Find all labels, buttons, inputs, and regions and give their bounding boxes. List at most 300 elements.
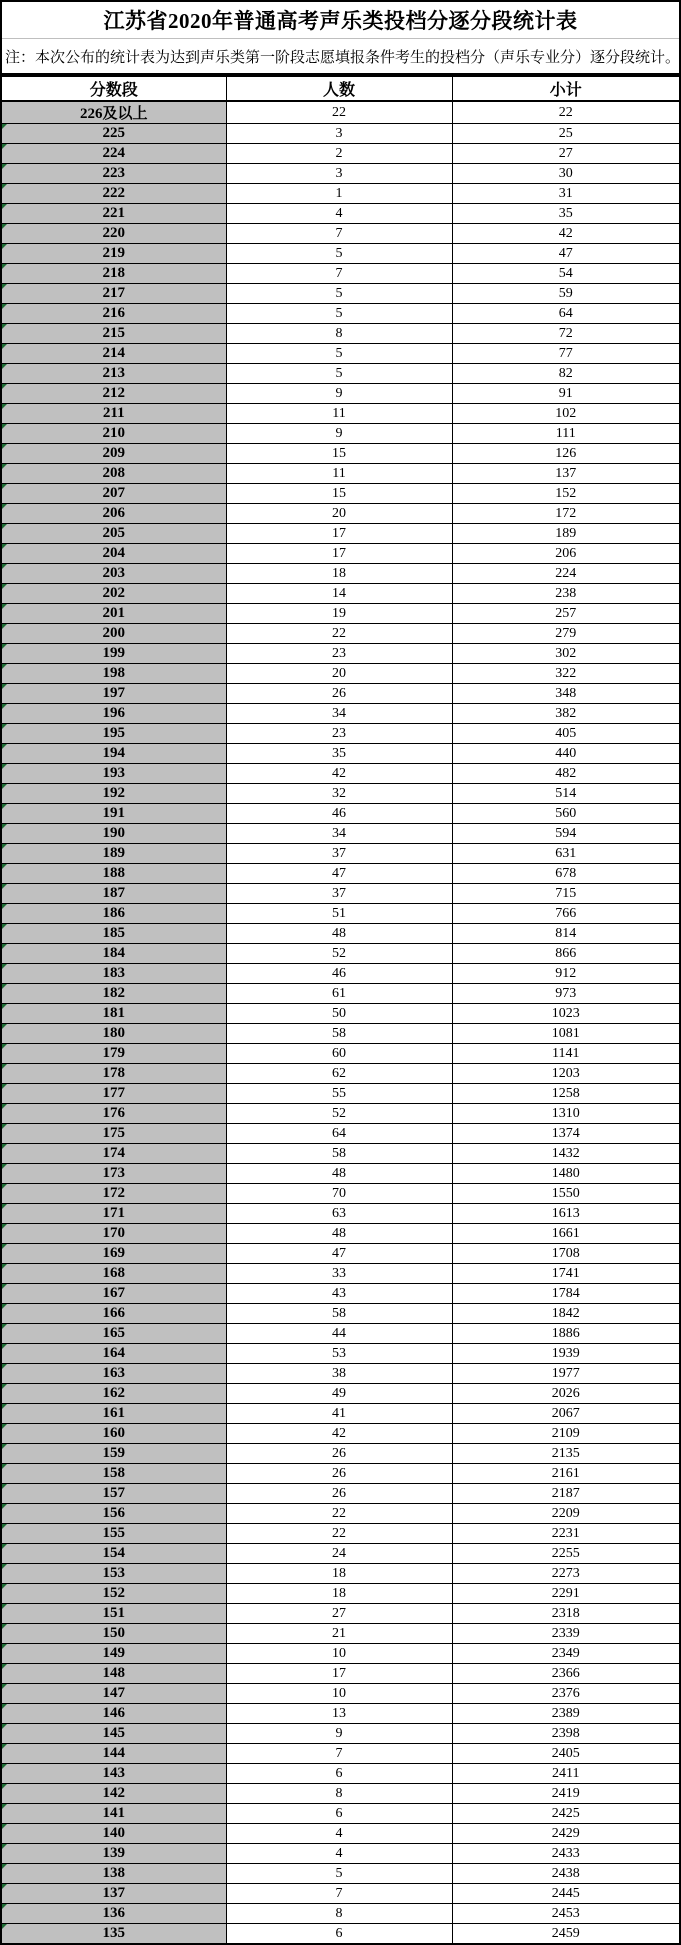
count-cell: [226, 1024, 452, 1044]
cumulative-cell-value: 2453: [551, 1905, 580, 1921]
count-cell-value: 43: [332, 1285, 346, 1301]
stored-as-text-indicator-icon: [2, 1784, 7, 1789]
score-range-cell-value: 170: [102, 1225, 125, 1241]
cumulative-cell-value: 2026: [551, 1385, 580, 1401]
score-range-cell: [2, 1504, 226, 1524]
count-cell: [226, 1344, 452, 1364]
cumulative-cell-value: 77: [558, 345, 573, 361]
score-range-cell-value: 153: [102, 1565, 125, 1581]
table-row: [2, 1864, 679, 1884]
table-row: [2, 1264, 679, 1284]
score-range-cell-value: 204: [102, 545, 125, 561]
cumulative-cell-value: 2273: [551, 1565, 580, 1581]
count-cell: [226, 884, 452, 904]
table-row: [2, 444, 679, 464]
count-cell-value: 9: [335, 385, 343, 401]
score-range-cell: [2, 1264, 226, 1284]
count-cell: [226, 464, 452, 484]
table-row: [2, 284, 679, 304]
cumulative-cell: [452, 664, 679, 684]
cumulative-cell: [452, 1084, 679, 1104]
cumulative-cell-value: 1939: [551, 1345, 580, 1361]
count-cell: [226, 564, 452, 584]
score-range-cell-value: 220: [102, 225, 125, 241]
stored-as-text-indicator-icon: [2, 1684, 7, 1689]
stored-as-text-indicator-icon: [2, 1704, 7, 1709]
stored-as-text-indicator-icon: [2, 1144, 7, 1149]
score-range-cell-value: 144: [102, 1745, 125, 1761]
count-cell: [226, 404, 452, 424]
cumulative-cell: [452, 1124, 679, 1144]
table-row: [2, 804, 679, 824]
table-row: [2, 544, 679, 564]
score-range-cell: [2, 584, 226, 604]
table-row: [2, 204, 679, 224]
cumulative-cell-value: 1310: [551, 1105, 580, 1121]
cumulative-cell: [452, 1644, 679, 1664]
table-row: [2, 404, 679, 424]
table-row: [2, 244, 679, 264]
page-title: 江苏省2020年普通高考声乐类投档分逐分段统计表: [2, 2, 679, 39]
count-cell-value: 47: [332, 1245, 346, 1261]
table-row: [2, 304, 679, 324]
stored-as-text-indicator-icon: [2, 1324, 7, 1329]
count-cell: [226, 1664, 452, 1684]
count-cell-value: 8: [335, 1785, 343, 1801]
count-cell-value: 11: [332, 405, 346, 421]
stored-as-text-indicator-icon: [2, 544, 7, 549]
table-row: [2, 1744, 679, 1764]
count-cell: [226, 1764, 452, 1784]
count-cell-value: 26: [332, 1445, 346, 1461]
count-cell-value: 47: [332, 865, 346, 881]
stored-as-text-indicator-icon: [2, 1064, 7, 1069]
count-cell: [226, 804, 452, 824]
count-cell: [226, 144, 452, 164]
score-range-cell: [2, 264, 226, 284]
table-row: [2, 424, 679, 444]
cumulative-cell-value: 2187: [551, 1485, 580, 1501]
stored-as-text-indicator-icon: [2, 1104, 7, 1109]
score-range-cell: [2, 1304, 226, 1324]
cumulative-cell: [452, 1184, 679, 1204]
table-row: [2, 704, 679, 724]
score-range-cell-value: 221: [102, 205, 125, 221]
column-header-count: 人数: [226, 77, 452, 102]
score-range-cell-value: 187: [102, 885, 125, 901]
table-row: [2, 1804, 679, 1824]
count-cell: [226, 1644, 452, 1664]
count-cell: [226, 724, 452, 744]
table-row: [2, 1904, 679, 1924]
table-row: [2, 524, 679, 544]
count-cell-value: 4: [335, 1825, 343, 1841]
table-row: [2, 384, 679, 404]
count-cell: [226, 1564, 452, 1584]
score-range-cell: [2, 624, 226, 644]
count-cell-value: 58: [332, 1145, 346, 1161]
count-cell-value: 4: [335, 1845, 343, 1861]
table-row: [2, 1104, 679, 1124]
stored-as-text-indicator-icon: [2, 724, 7, 729]
count-cell: [226, 1224, 452, 1244]
table-row: [2, 884, 679, 904]
cumulative-cell: [452, 464, 679, 484]
score-range-cell-value: 165: [102, 1325, 125, 1341]
cumulative-cell-value: 2438: [551, 1865, 580, 1881]
count-cell-value: 22: [332, 104, 346, 120]
table-row: [2, 1504, 679, 1524]
count-cell-value: 38: [332, 1365, 346, 1381]
score-range-cell-value: 195: [102, 725, 125, 741]
cumulative-cell-value: 2459: [551, 1925, 580, 1941]
stored-as-text-indicator-icon: [2, 424, 7, 429]
table-row: [2, 964, 679, 984]
stored-as-text-indicator-icon: [2, 1204, 7, 1209]
stored-as-text-indicator-icon: [2, 184, 7, 189]
cumulative-cell: [452, 784, 679, 804]
cumulative-cell-value: 1081: [551, 1025, 580, 1041]
table-row: [2, 1364, 679, 1384]
count-cell-value: 50: [332, 1005, 346, 1021]
table-row: [2, 584, 679, 604]
score-range-cell: [2, 1524, 226, 1544]
table-row: [2, 1404, 679, 1424]
count-cell-value: 5: [335, 285, 343, 301]
count-cell-value: 44: [332, 1325, 346, 1341]
score-range-cell: [2, 784, 226, 804]
table-row: [2, 1124, 679, 1144]
score-range-cell-value: 154: [102, 1545, 125, 1561]
stored-as-text-indicator-icon: [2, 1284, 7, 1289]
cumulative-cell-value: 2389: [551, 1705, 580, 1721]
score-range-cell-value: 194: [102, 745, 125, 761]
count-cell: [226, 944, 452, 964]
cumulative-cell: [452, 1924, 679, 1944]
stored-as-text-indicator-icon: [2, 1924, 7, 1929]
cumulative-cell-value: 2376: [551, 1685, 580, 1701]
score-range-cell: [2, 1164, 226, 1184]
score-range-cell-value: 158: [102, 1465, 125, 1481]
score-range-cell-value: 179: [102, 1045, 125, 1061]
count-cell: [226, 1884, 452, 1904]
score-range-cell-value: 185: [102, 925, 125, 941]
score-range-cell-value: 186: [102, 905, 125, 921]
count-cell: [226, 1364, 452, 1384]
score-range-cell: [2, 724, 226, 744]
cumulative-cell: [452, 404, 679, 424]
count-cell: [226, 1784, 452, 1804]
score-range-cell-value: 164: [102, 1345, 125, 1361]
cumulative-cell: [452, 924, 679, 944]
stored-as-text-indicator-icon: [2, 1024, 7, 1029]
count-cell-value: 23: [332, 725, 346, 741]
score-range-cell-value: 199: [102, 645, 125, 661]
note-text: 注：本次公布的统计表为达到声乐类第一阶段志愿填报条件考生的投档分（声乐专业分）逐分段统计。: [2, 39, 679, 76]
count-cell-value: 2: [335, 145, 343, 161]
score-range-cell-value: 171: [102, 1205, 125, 1221]
count-cell-value: 3: [335, 165, 343, 181]
cumulative-cell: [452, 864, 679, 884]
table-row: [2, 1824, 679, 1844]
score-range-cell: [2, 1044, 226, 1064]
stored-as-text-indicator-icon: [2, 1524, 7, 1529]
stored-as-text-indicator-icon: [2, 1164, 7, 1169]
score-range-cell: [2, 1844, 226, 1864]
table-row: [2, 164, 679, 184]
cumulative-cell: [452, 1204, 679, 1224]
score-range-cell: [2, 844, 226, 864]
count-cell-value: 7: [335, 1745, 343, 1761]
count-cell-value: 41: [332, 1405, 346, 1421]
table-row: [2, 624, 679, 644]
cumulative-cell: [452, 1504, 679, 1524]
cumulative-cell: [452, 544, 679, 564]
stored-as-text-indicator-icon: [2, 904, 7, 909]
count-cell-value: 9: [335, 1725, 343, 1741]
table-row: [2, 464, 679, 484]
count-cell-value: 70: [332, 1185, 346, 1201]
score-table-body: [2, 101, 679, 1943]
cumulative-cell-value: 238: [555, 585, 577, 601]
cumulative-cell-value: 257: [555, 605, 577, 621]
table-row: [2, 924, 679, 944]
cumulative-cell-value: 1258: [551, 1085, 580, 1101]
score-range-cell-value: 175: [102, 1125, 125, 1141]
count-cell: [226, 1744, 452, 1764]
cumulative-cell-value: 440: [555, 745, 577, 761]
score-range-cell: [2, 1904, 226, 1924]
score-range-cell-value: 222: [102, 185, 125, 201]
score-range-cell-value: 157: [102, 1485, 125, 1501]
cumulative-cell: [452, 1864, 679, 1884]
score-range-cell: [2, 1024, 226, 1044]
score-range-cell-value: 212: [102, 385, 125, 401]
cumulative-cell-value: 47: [558, 245, 573, 261]
stored-as-text-indicator-icon: [2, 604, 7, 609]
stored-as-text-indicator-icon: [2, 764, 7, 769]
count-cell-value: 15: [332, 485, 346, 501]
score-range-cell: [2, 184, 226, 204]
count-cell-value: 32: [332, 785, 346, 801]
cumulative-cell-value: 2429: [551, 1825, 580, 1841]
cumulative-cell-value: 1661: [551, 1225, 580, 1241]
stored-as-text-indicator-icon: [2, 1544, 7, 1549]
cumulative-cell-value: 2366: [551, 1665, 580, 1681]
count-cell: [226, 1704, 452, 1724]
score-range-cell: [2, 884, 226, 904]
stored-as-text-indicator-icon: [2, 1564, 7, 1569]
stored-as-text-indicator-icon: [2, 1744, 7, 1749]
stored-as-text-indicator-icon: [2, 304, 7, 309]
cumulative-cell: [452, 204, 679, 224]
score-range-cell-value: 218: [102, 265, 125, 281]
count-cell: [226, 184, 452, 204]
table-row: [2, 744, 679, 764]
count-cell: [226, 584, 452, 604]
cumulative-cell-value: 405: [555, 725, 577, 741]
cumulative-cell-value: 22: [558, 104, 573, 120]
stored-as-text-indicator-icon: [2, 1084, 7, 1089]
cumulative-cell-value: 2339: [551, 1625, 580, 1641]
count-cell: [226, 1584, 452, 1604]
count-cell-value: 5: [335, 245, 343, 261]
stored-as-text-indicator-icon: [2, 1584, 7, 1589]
cumulative-cell-value: 1613: [551, 1205, 580, 1221]
cumulative-cell-value: 2398: [551, 1725, 580, 1741]
count-cell-value: 8: [335, 1905, 343, 1921]
score-range-cell: [2, 304, 226, 324]
cumulative-cell-value: 302: [555, 645, 577, 661]
score-range-cell-value: 213: [102, 365, 125, 381]
score-range-cell: [2, 704, 226, 724]
score-range-cell-value: 149: [102, 1645, 125, 1661]
cumulative-cell: [452, 1624, 679, 1644]
cumulative-cell: [452, 644, 679, 664]
stored-as-text-indicator-icon: [2, 1504, 7, 1509]
score-range-cell: [2, 1204, 226, 1224]
cumulative-cell-value: 631: [555, 845, 577, 861]
count-cell-value: 58: [332, 1305, 346, 1321]
count-cell-value: 6: [335, 1925, 343, 1941]
table-row: [2, 1024, 679, 1044]
cumulative-cell: [452, 124, 679, 144]
cumulative-cell: [452, 384, 679, 404]
stored-as-text-indicator-icon: [2, 1664, 7, 1669]
count-cell: [226, 664, 452, 684]
cumulative-cell: [452, 1484, 679, 1504]
score-range-cell: [2, 1544, 226, 1564]
stored-as-text-indicator-icon: [2, 284, 7, 289]
stored-as-text-indicator-icon: [2, 1384, 7, 1389]
table-row: [2, 364, 679, 384]
cumulative-cell: [452, 164, 679, 184]
score-range-cell-value: 148: [102, 1665, 125, 1681]
cumulative-cell: [452, 1524, 679, 1544]
score-range-cell-value: 167: [102, 1285, 125, 1301]
cumulative-cell: [452, 284, 679, 304]
score-range-cell: [2, 1424, 226, 1444]
stored-as-text-indicator-icon: [2, 144, 7, 149]
cumulative-cell-value: 2411: [552, 1765, 580, 1781]
stored-as-text-indicator-icon: [2, 524, 7, 529]
cumulative-cell: [452, 764, 679, 784]
score-range-cell-value: 193: [102, 765, 125, 781]
score-range-cell: [2, 924, 226, 944]
cumulative-cell: [452, 1304, 679, 1324]
count-cell: [226, 204, 452, 224]
stored-as-text-indicator-icon: [2, 1644, 7, 1649]
score-range-cell-value: 174: [102, 1145, 125, 1161]
score-range-cell-value: 183: [102, 965, 125, 981]
cumulative-cell-value: 912: [555, 965, 577, 981]
cumulative-cell-value: 322: [555, 665, 577, 681]
score-range-cell: [2, 944, 226, 964]
cumulative-cell: [452, 1604, 679, 1624]
cumulative-cell: [452, 1344, 679, 1364]
score-range-cell: [2, 1484, 226, 1504]
table-row: [2, 1724, 679, 1744]
score-range-cell: [2, 804, 226, 824]
count-cell: [226, 844, 452, 864]
score-range-cell: [2, 1004, 226, 1024]
count-cell: [226, 924, 452, 944]
table-row: [2, 1704, 679, 1724]
table-row: [2, 1924, 679, 1944]
cumulative-cell: [452, 1404, 679, 1424]
count-cell: [226, 1104, 452, 1124]
count-cell: [226, 1604, 452, 1624]
score-range-cell: [2, 1704, 226, 1724]
cumulative-cell-value: 560: [555, 805, 577, 821]
table-row: [2, 344, 679, 364]
score-range-cell-value: 172: [102, 1185, 125, 1201]
score-range-cell: [2, 1184, 226, 1204]
cumulative-cell-value: 1886: [551, 1325, 580, 1341]
table-row: [2, 1544, 679, 1564]
count-cell-value: 48: [332, 1225, 346, 1241]
count-cell-value: 18: [332, 1565, 346, 1581]
cumulative-cell: [452, 224, 679, 244]
score-range-cell: [2, 684, 226, 704]
cumulative-cell: [452, 184, 679, 204]
stored-as-text-indicator-icon: [2, 1004, 7, 1009]
score-range-cell: [2, 144, 226, 164]
score-range-cell: [2, 1884, 226, 1904]
table-row: [2, 844, 679, 864]
count-cell-value: 64: [332, 1125, 346, 1141]
count-cell-value: 33: [332, 1265, 346, 1281]
count-cell: [226, 644, 452, 664]
count-cell: [226, 744, 452, 764]
cumulative-cell-value: 866: [555, 945, 577, 961]
score-range-cell-value: 202: [102, 585, 125, 601]
count-cell: [226, 864, 452, 884]
table-row: [2, 1304, 679, 1324]
table-row: [2, 484, 679, 504]
score-range-cell: [2, 1324, 226, 1344]
cumulative-cell-value: 279: [555, 625, 577, 641]
count-cell: [226, 1264, 452, 1284]
count-cell-value: 19: [332, 605, 346, 621]
count-cell-value: 10: [332, 1645, 346, 1661]
cumulative-cell-value: 111: [555, 425, 576, 441]
cumulative-cell-value: 2161: [551, 1465, 580, 1481]
count-cell-value: 22: [332, 1505, 346, 1521]
cumulative-cell-value: 1432: [551, 1145, 580, 1161]
table-row: [2, 684, 679, 704]
table-row: [2, 1624, 679, 1644]
score-range-cell-value: 184: [102, 945, 125, 961]
column-header-cumulative: 小计: [452, 77, 679, 102]
score-range-cell: [2, 284, 226, 304]
stored-as-text-indicator-icon: [2, 924, 7, 929]
score-range-cell-value: 224: [102, 145, 125, 161]
stored-as-text-indicator-icon: [2, 204, 7, 209]
score-range-cell-value: 190: [102, 825, 125, 841]
cumulative-cell: [452, 324, 679, 344]
table-row: [2, 1144, 679, 1164]
stored-as-text-indicator-icon: [2, 164, 7, 169]
table-row: [2, 1844, 679, 1864]
score-range-cell-value: 137: [102, 1885, 125, 1901]
cumulative-cell: [452, 1104, 679, 1124]
cumulative-cell: [452, 1544, 679, 1564]
cumulative-cell: [452, 904, 679, 924]
stored-as-text-indicator-icon: [2, 124, 7, 129]
score-range-cell-value: 169: [102, 1245, 125, 1261]
table-row: [2, 1444, 679, 1464]
